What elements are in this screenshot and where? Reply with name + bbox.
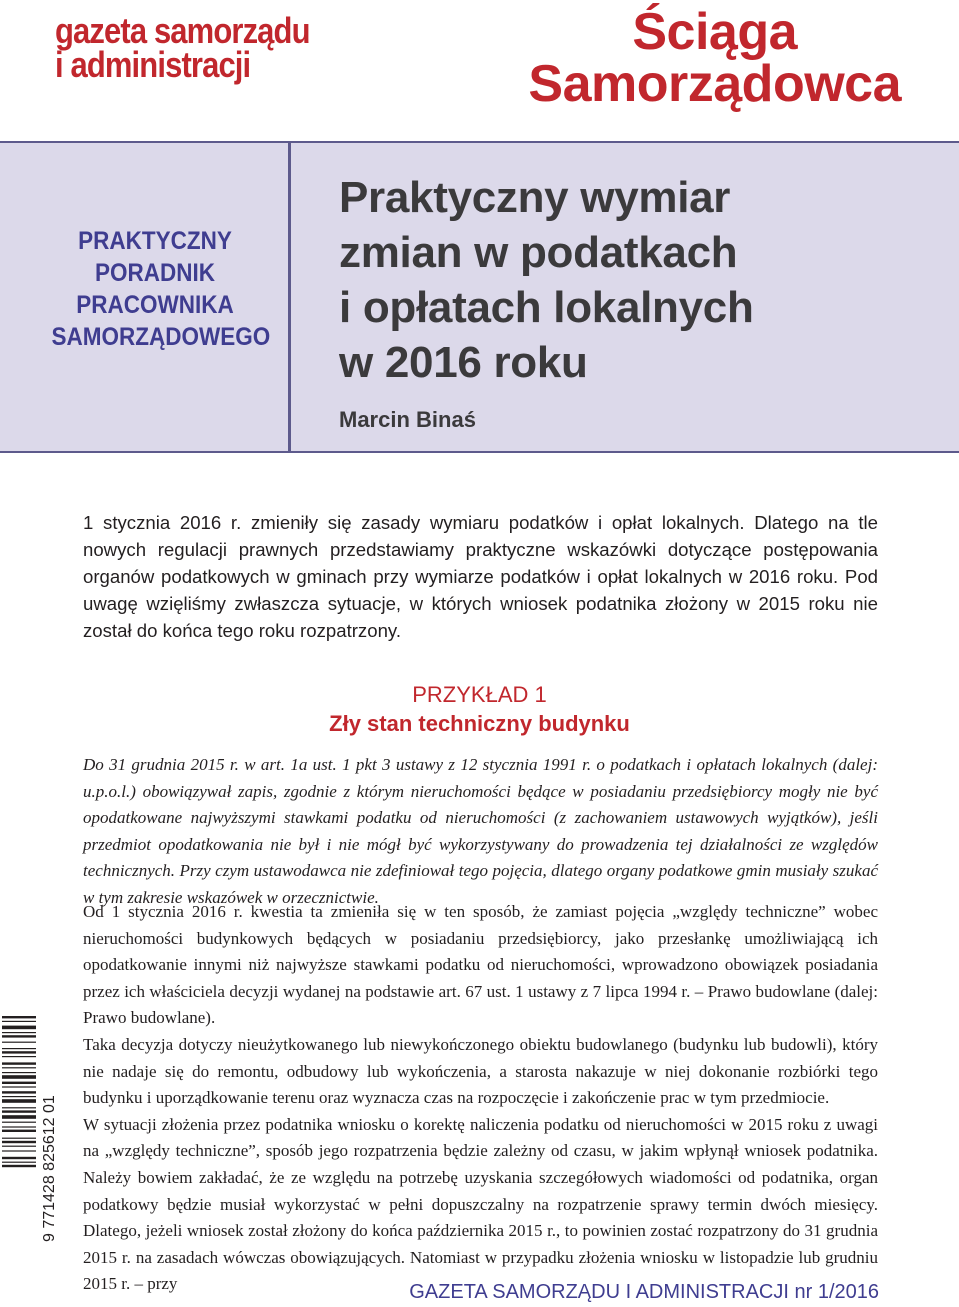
barcode-bar: [2, 1150, 36, 1151]
gazeta-logo-line1: gazeta samorządu: [55, 10, 310, 51]
barcode-bar: [2, 1035, 36, 1037]
title-line: zmian w podatkach: [339, 228, 738, 277]
issn-barcode: [2, 1012, 60, 1244]
barcode-bar: [2, 1048, 36, 1049]
banner-divider: [288, 141, 291, 453]
series-line: PRAKTYCZNY: [78, 227, 232, 255]
barcode-bar: [2, 1062, 36, 1064]
series-line: PORADNIK: [94, 259, 216, 287]
barcode-bar: [2, 1122, 36, 1123]
body-paragraph: Od 1 stycznia 2016 r. kwestia ta zmieniła się w ten sposób, że zamiast pojęcia „względy techniczne” wobec nieruchomości budynkowych będących w posiadaniu przedsiębiorcy, jako przesłankę umożliwiającą ich opodatkowanie innymi niż najwyższe stawkami podatku od nieruchomości, wprowadzono obowiązek posiadania przez ich właściciela decyzji wydanej na podstawie art. 67 ust. 1 ustawy z 7 lipca 1994 r. – Prawo budowlane (dalej: Prawo budowlane).: [83, 902, 878, 1028]
barcode-bar: [2, 1126, 36, 1127]
barcode-bar: [2, 1021, 36, 1022]
barcode-bar: [2, 1107, 36, 1108]
barcode-number: 9 771428 825612 01: [41, 1095, 58, 1242]
example-body: Do 31 grudnia 2015 r. w art. 1a ust. 1 pkt 3 ustawy z 12 stycznia 1991 r. o podatkach i opłatach lokalnych (dalej: u.p.o.l.) obowiązywał zapis, zgodnie z którym nieruchomości będące w posiadaniu przedsiębiorcy mogły nie być opodatkowane najwyższymi stawkami podatku od nieruchomości (z zachowaniem ustawowych wyjątków), jeśli przedmiot opodatkowania nie był i nie mógł być wykorzystywany do prowadzenia tej działalności ze względów technicznych. Przy czym ustawodawca nie zdefiniował tego pojęcia, dlatego organy podatkowe gmin musiały szukać w tym zakresie wskazówek w orzecznictwie.: [83, 755, 878, 907]
article-body: [83, 899, 878, 1298]
barcode-bar: [2, 1096, 36, 1097]
barcode-bar: [2, 1165, 36, 1167]
body-paragraph: W sytuacji złożenia przez podatnika wniosku o korektę naliczenia podatku od nieruchomości w 2015 roku z uwagi na „względy techniczne”, sposób jego rozpatrzenia będzie zależny od czasu, w jakim wpłynął wniosek podatnika. Należy bowiem zakładać, że ze względu na potrzebę uzyskania szczegółowych wiadomości od podatnika, organ podatkowy będzie musiał wykorzystać w pełni dopuszczalny na rozpatrzenie sprawy termin dwóch miesięcy. Dlatego, jeżeli wniosek został złożony do końca października 2015 r., to powinien zostać rozpatrzony do 31 grudnia 2015 r. na zasadach wówczas obowiązujących. Natomiast w przypadku złożenia wniosku w listopadzie lub grudniu 2015 r. – przy: [83, 1114, 878, 1294]
footer-issue: GAZETA SAMORZĄDU I ADMINISTRACJI nr 1/2016: [409, 1281, 879, 1303]
barcode-bar: [2, 1051, 36, 1053]
barcode-bar: [2, 1099, 36, 1103]
barcode-bar: [2, 1026, 36, 1030]
series-label: [51, 225, 271, 353]
barcode-bar: [2, 1110, 36, 1112]
barcode-bar: [2, 1157, 36, 1159]
barcode-bar: [2, 1056, 36, 1057]
gazeta-logo: [55, 10, 310, 85]
barcode-bar: [2, 1072, 36, 1073]
barcode-bar: [2, 1091, 36, 1093]
title-line: Praktyczny wymiar: [339, 173, 731, 222]
gazeta-logo-line2: i administracji: [55, 44, 251, 85]
series-line: PRACOWNIKA: [76, 291, 234, 319]
barcode-bar: [2, 1082, 36, 1084]
example-title: Zły stan techniczny budynku: [329, 711, 630, 736]
body-paragraph: Taka decyzja dotyczy nieużytkowanego lub niewykończonego obiektu budowlanego (budynku lub budowli), który nie nadaje się do remontu, odbudowy lub wykończenia, a starosta nakazuje w niej dokonanie rozbiórki tego budynku i uporządkowanie terenu oraz wyznacza czas na rozpoczęcie i zakończenie prac w tym przedmiocie.: [83, 1034, 878, 1108]
barcode-bar: [2, 1032, 36, 1033]
barcode-bar: [2, 1042, 36, 1043]
barcode-bar: [2, 1075, 36, 1079]
barcode-bar: [2, 1130, 36, 1132]
example-label: PRZYKŁAD 1: [412, 682, 547, 707]
barcode-bar: [2, 1141, 36, 1143]
barcode-bar: [2, 1016, 36, 1018]
barcode-bar: [2, 1115, 36, 1119]
author-name: Marcin Binaś: [339, 407, 476, 432]
sciaga-logo: [528, 3, 901, 113]
barcode-bar: [2, 1138, 36, 1139]
barcode-bar: [2, 1146, 36, 1147]
sciaga-logo-line1: Ściąga: [632, 3, 798, 61]
lead-paragraph: 1 stycznia 2016 r. zmieniły się zasady wymiaru podatków i opłat lokalnych. Dlatego na tle nowych regulacji prawnych przedstawiamy praktyczne wskazówki dotyczące postępowania organów podatkowych w gminach przy wymiarze podatków i opłat lokalnych w 2016 roku. Pod uwagę wzięliśmy zwłaszcza sytuacje, w których wniosek podatnika złożony w 2015 roku nie został do końca tego roku rozpatrzony.: [83, 512, 878, 641]
series-line: SAMORZĄDOWEGO: [51, 323, 271, 351]
document-title: [339, 170, 939, 390]
barcode-bar: [2, 1086, 36, 1087]
barcode-bar: [2, 1162, 36, 1163]
title-line: w 2016 roku: [339, 338, 588, 387]
barcode-bar: [2, 1067, 36, 1068]
title-line: i opłatach lokalnych: [339, 283, 754, 332]
sciaga-logo-line2: Samorządowca: [528, 55, 901, 113]
